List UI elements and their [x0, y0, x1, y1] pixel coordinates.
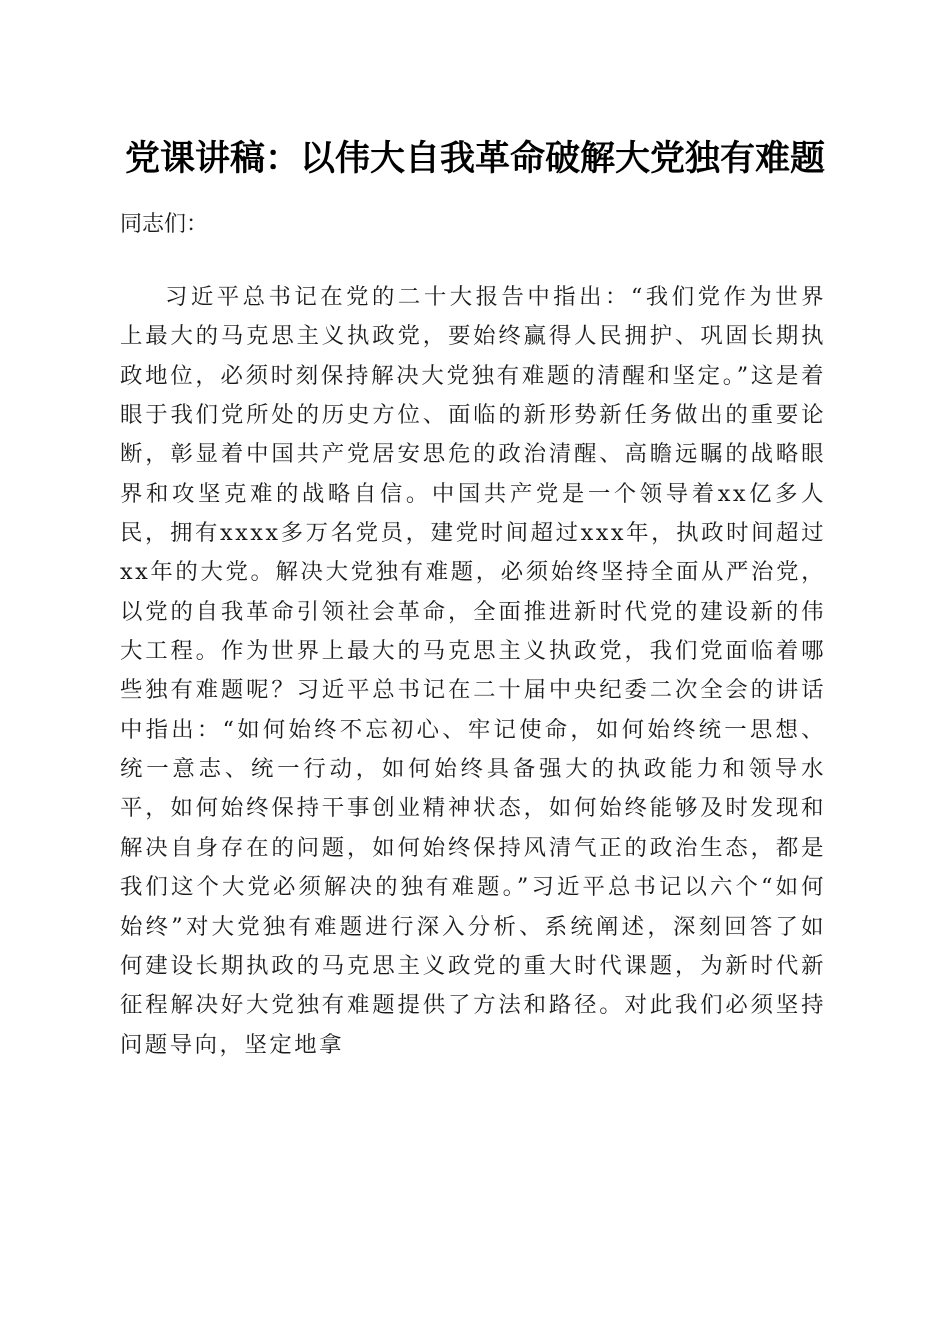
document-title: 党课讲稿：以伟大自我革命破解大党独有难题: [124, 138, 825, 179]
salutation: 同志们：: [120, 212, 209, 237]
body-paragraph: 习近平总书记在党的二十大报告中指出：“我们党作为世界上最大的马克思主义执政党，要始终赢得人民拥护、巩固长期执政地位，必须时刻保持解决大党独有难题的清醒和坚定。”这是着眼于我们党所处的历史方位、面临的新形势新任务做出的重要论断，彰显着中国共产党居安思危的政治清醒、高瞻远瞩的战略眼界和攻坚克难的战略自信。中国共产党是一个领导着xx亿多人民，拥有xxxx多万名党员，建党时间超过xxx年，执政时间超过xx年的大党。解决大党独有难题，必须始终坚持全面从严治党，以党的自我革命引领社会革命，全面推进新时代党的建设新的伟大工程。作为世界上最大的马克思主义执政党，我们党面临着哪些独有难题呢？习近平总书记在二十届中央纪委二次全会的讲话中指出：“如何始终不忘初心、牢记使命，如何始终统一思想、统一意志、统一行动，如何始终具备强大的执政能力和领导水平，如何始终保持干事创业精神状态，如何始终能够及时发现和解决自身存在的问题，如何始终保持风清气正的政治生态，都是我们这个大党必须解决的独有难题。”习近平总书记以六个“如何始终”对大党独有难题进行深入分析、系统阐述，深刻回答了如何建设长期执政的马克思主义政党的重大时代课题，为新时代新征程解决好大党独有难题提供了方法和路径。对此我们必须坚持问题导向，坚定地拿: [120, 284, 826, 1058]
